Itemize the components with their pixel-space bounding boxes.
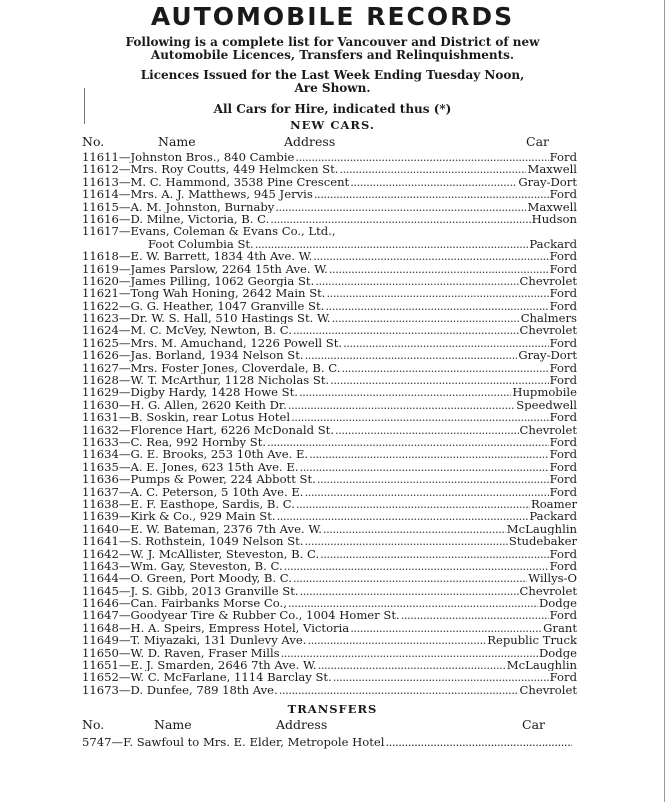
car-make: Gray-Dort xyxy=(518,175,577,189)
week-line-2: Are Shown. xyxy=(294,81,371,95)
car-make: Ford xyxy=(549,287,577,300)
intro-line-2: Automobile Licences, Transfers and Relinquishments. xyxy=(150,48,515,62)
list-item xyxy=(82,213,577,225)
leader-dots xyxy=(275,201,526,213)
leader-dots xyxy=(317,473,549,485)
entry-text: 11643—Wm. Gay, Steveston, B. C. xyxy=(82,559,283,573)
list-item xyxy=(82,399,577,411)
col-name: Name xyxy=(158,134,196,149)
list-item xyxy=(82,572,577,584)
leader-dots xyxy=(305,535,508,547)
list-item xyxy=(82,486,577,498)
col-car: Car xyxy=(526,134,549,149)
list-item xyxy=(82,151,577,163)
leader-dots xyxy=(330,374,548,386)
transfers-col-name: Name xyxy=(154,717,192,732)
leader-dots xyxy=(326,287,548,299)
entry-text: 11626—Jas. Borland, 1934 Nelson St. xyxy=(82,349,304,362)
car-make: Ford xyxy=(549,262,577,275)
entry-text: 11639—Kirk & Co., 929 Main St. xyxy=(82,510,276,523)
car-make: Packard xyxy=(529,237,577,251)
entry-text: 11632—Florence Hart, 6226 McDonald St. xyxy=(82,423,335,436)
entry-text: 11650—W. D. Raven, Fraser Mills xyxy=(82,646,280,660)
list-item xyxy=(82,287,577,299)
car-make: Packard xyxy=(529,510,577,523)
entry-text: 11652—W. C. McFarlane, 1114 Barclay St. xyxy=(82,671,332,684)
list-item xyxy=(82,176,577,188)
leader-dots xyxy=(255,238,529,250)
car-make: Hudson xyxy=(531,212,577,226)
entry-text: 11623—Dr. W. S. Hall, 510 Hastings St. W. xyxy=(82,312,331,325)
entry-text: 11633—C. Rea, 992 Hornby St. xyxy=(82,435,267,449)
list-item xyxy=(82,250,577,262)
car-make: Ford xyxy=(549,547,577,560)
entry-text: 11673—D. Dunfee, 789 18th Ave. xyxy=(82,683,278,697)
list-item xyxy=(82,684,577,696)
entry-text: 11614—Mrs. A. J. Matthews, 945 Jervis xyxy=(82,188,313,201)
transfer-row xyxy=(82,736,572,749)
leader-dots xyxy=(281,647,538,659)
entry-text: 11646—Can. Fairbanks Morse Co., xyxy=(82,597,287,610)
car-make: McLaughlin xyxy=(506,522,577,536)
entry-text: 11640—E. W. Bateman, 2376 7th Ave. W. xyxy=(82,522,322,536)
list-item xyxy=(82,188,577,200)
car-make: Ford xyxy=(549,473,577,486)
list-item xyxy=(82,448,577,460)
leader-dots xyxy=(293,572,527,584)
page-title: AUTOMOBILE RECORDS xyxy=(150,2,515,31)
car-make: Ford xyxy=(549,250,577,263)
leader-dots xyxy=(329,263,549,275)
leader-dots xyxy=(332,312,520,324)
hire-note: All Cars for Hire, indicated thus (*) xyxy=(213,102,452,116)
car-make: Ford xyxy=(549,485,577,498)
entry-text: 11619—James Parslow, 2264 15th Ave. W. xyxy=(82,262,328,275)
entry-text: 11616—D. Milne, Victoria, B. C. xyxy=(82,212,270,226)
list-item xyxy=(82,461,577,473)
list-item xyxy=(82,548,577,560)
car-make: Republic Truck xyxy=(487,634,577,647)
transfers-col-car: Car xyxy=(522,717,545,732)
car-make: Chalmers xyxy=(520,312,577,325)
list-item xyxy=(82,597,577,609)
leader-dots xyxy=(267,436,549,448)
car-make: Chevrolet xyxy=(519,423,577,436)
entry-text: Foot Columbia St. xyxy=(148,237,254,251)
leader-dots xyxy=(279,684,519,696)
leader-dots xyxy=(270,213,530,225)
entry-text: 11628—W. T. McArthur, 1128 Nicholas St. xyxy=(82,374,330,387)
car-make: Ford xyxy=(549,361,577,375)
entry-text: 11649—T. Miyazaki, 131 Dunlevy Ave. xyxy=(82,634,307,647)
car-make: Studebaker xyxy=(508,535,577,548)
car-make: Chevrolet xyxy=(519,324,577,337)
leader-dots xyxy=(284,560,549,572)
col-address: Address xyxy=(284,134,336,149)
transfer-entry: 5747—F. Sawfoul to Mrs. E. Elder, Metropole Hotel xyxy=(82,735,385,749)
leader-dots xyxy=(288,597,538,609)
entry-text: 11634—G. E. Brooks, 253 10th Ave. E. xyxy=(82,448,309,461)
entry-text: 11638—E. F. Easthope, Sardis, B. C. xyxy=(82,497,295,511)
entry-text: 11644—O. Green, Port Moody, B. C. xyxy=(82,572,292,585)
leader-dots xyxy=(339,163,526,175)
car-make: Ford xyxy=(549,460,577,474)
list-item xyxy=(82,634,577,646)
list-item xyxy=(82,238,577,250)
list-item xyxy=(82,386,577,398)
list-item xyxy=(82,411,577,423)
leader-dots xyxy=(350,622,542,634)
entry-text: 11630—H. G. Allen, 2620 Keith Dr. xyxy=(82,398,287,412)
list-item xyxy=(82,671,577,683)
leader-dots xyxy=(401,609,549,621)
list-item xyxy=(82,362,577,374)
car-make: Gray-Dort xyxy=(518,349,577,362)
car-make: Ford xyxy=(549,188,577,201)
car-make: McLaughlin xyxy=(506,659,577,672)
week-line-1: Licences Issued for the Last Week Ending Tuesday Noon, xyxy=(140,68,525,82)
list-item xyxy=(82,585,577,597)
transfers-col-no: No. xyxy=(82,717,105,732)
leader-dots xyxy=(314,188,549,200)
entry-text: 11629—Digby Hardy, 1428 Howe St. xyxy=(82,386,298,399)
leader-dots xyxy=(341,362,548,374)
leader-dots xyxy=(386,736,573,749)
list-item xyxy=(82,535,577,547)
car-make: Maxwell xyxy=(527,200,577,213)
list-item xyxy=(82,498,577,510)
list-item xyxy=(82,560,577,572)
list-item xyxy=(82,263,577,275)
car-make: Ford xyxy=(549,299,577,313)
new-cars-heading: NEW CARS. xyxy=(290,118,375,132)
list-item xyxy=(82,374,577,386)
entry-text: 11651—E. J. Smarden, 2646 7th Ave. W. xyxy=(82,659,317,672)
car-make: Ford xyxy=(549,609,577,622)
leader-dots xyxy=(296,498,530,510)
leader-dots xyxy=(320,548,548,560)
car-make: Hupmobile xyxy=(512,386,577,399)
leader-dots xyxy=(325,300,548,312)
car-make: Roamer xyxy=(530,497,577,511)
list-item xyxy=(82,324,577,336)
car-make: Chevrolet xyxy=(519,584,577,598)
entry-text: 11636—Pumps & Power, 224 Abbott St. xyxy=(82,473,316,486)
car-make: Ford xyxy=(549,336,577,350)
entry-text: 11648—H. A. Speirs, Empress Hotel, Victoria xyxy=(82,621,350,635)
entry-text: 11627—Mrs. Foster Jones, Cloverdale, B. C. xyxy=(82,361,341,375)
leader-dots xyxy=(343,337,549,349)
leader-dots xyxy=(288,399,515,411)
car-make: Maxwell xyxy=(527,163,577,176)
list-item xyxy=(82,647,577,659)
list-item xyxy=(82,473,577,485)
leader-dots xyxy=(333,671,549,683)
list-item xyxy=(82,523,577,535)
leader-dots xyxy=(295,151,548,163)
car-make: Dodge xyxy=(539,646,577,660)
entry-text: 11642—W. J. McAllister, Steveston, B. C. xyxy=(82,547,320,560)
car-make: Dodge xyxy=(539,597,577,610)
leader-dots xyxy=(318,659,506,671)
new-cars-list xyxy=(82,151,577,696)
leader-dots xyxy=(309,448,549,460)
car-make: Speedwell xyxy=(516,398,577,412)
entry-text: 11637—A. C. Peterson, 5 10th Ave. E. xyxy=(82,485,304,498)
transfers-col-address: Address xyxy=(276,717,328,732)
entry-text: 11645—J. S. Gibb, 2013 Granville St. xyxy=(82,584,299,598)
leader-dots xyxy=(291,411,549,423)
leader-dots xyxy=(323,523,506,535)
entry-text: 11621—Tong Wah Honing, 2642 Main St. xyxy=(82,287,326,300)
leader-dots xyxy=(307,634,486,646)
list-item xyxy=(82,659,577,671)
entry-text: 11615—A. M. Johnston, Burnaby xyxy=(82,200,275,213)
transfers-heading: TRANSFERS xyxy=(287,702,378,716)
car-make: Ford xyxy=(549,435,577,449)
leader-dots xyxy=(299,386,511,398)
entry-text: 11613—M. C. Hammond, 3538 Pine Crescent xyxy=(82,175,350,189)
car-make: Chevrolet xyxy=(519,683,577,697)
car-make: Ford xyxy=(549,151,577,164)
entry-text: 11625—Mrs. M. Amuchand, 1226 Powell St. xyxy=(82,336,343,350)
entry-text: 11617—Evans, Coleman & Evans Co., Ltd., xyxy=(82,225,336,238)
entry-text: 11624—M. C. McVey, Newton, B. C. xyxy=(82,324,292,337)
entry-text: 11635—A. E. Jones, 623 15th Ave. E. xyxy=(82,460,299,474)
leader-dots xyxy=(313,250,548,262)
car-make: Ford xyxy=(549,374,577,387)
entry-text: 11611—Johnston Bros., 840 Cambie xyxy=(82,151,295,164)
list-item xyxy=(82,225,577,237)
leader-dots xyxy=(300,461,549,473)
list-item xyxy=(82,424,577,436)
list-item xyxy=(82,436,577,448)
list-item xyxy=(82,349,577,361)
leader-dots xyxy=(304,486,548,498)
car-make: Ford xyxy=(549,559,577,573)
entry-text: 11641—S. Rothstein, 1049 Nelson St. xyxy=(82,535,304,548)
car-make: Willys-O xyxy=(528,572,577,585)
col-no: No. xyxy=(82,134,105,149)
leader-dots xyxy=(300,585,519,597)
list-item xyxy=(82,622,577,634)
entry-text: 11647—Goodyear Tire & Rubber Co., 1004 Homer St. xyxy=(82,609,400,622)
leader-dots xyxy=(277,510,529,522)
entry-text: 11612—Mrs. Roy Coutts, 449 Helmcken St. xyxy=(82,163,339,176)
leader-dots xyxy=(350,176,517,188)
list-item xyxy=(82,609,577,621)
entry-text: 11631—B. Soskin, rear Lotus Hotel xyxy=(82,411,291,424)
entry-text: 11618—E. W. Barrett, 1834 4th Ave. W. xyxy=(82,250,313,263)
leader-dots xyxy=(315,275,518,287)
entry-text: 11622—G. G. Heather, 1047 Granville St. xyxy=(82,299,325,313)
car-make: Ford xyxy=(549,671,577,684)
list-item xyxy=(82,201,577,213)
leader-dots xyxy=(335,424,518,436)
leader-dots xyxy=(293,324,519,336)
list-item xyxy=(82,163,577,175)
car-make: Ford xyxy=(549,448,577,461)
car-make: Chevrolet xyxy=(519,274,577,288)
intro-line-1: Following is a complete list for Vancouver and District of new xyxy=(125,35,540,49)
list-item xyxy=(82,337,577,349)
list-item xyxy=(82,312,577,324)
car-make: Grant xyxy=(543,621,577,635)
entry-text: 11620—James Pilling, 1062 Georgia St. xyxy=(82,274,315,288)
list-item xyxy=(82,510,577,522)
list-item xyxy=(82,300,577,312)
car-make: Ford xyxy=(549,411,577,424)
list-item xyxy=(82,275,577,287)
leader-dots xyxy=(305,349,518,361)
